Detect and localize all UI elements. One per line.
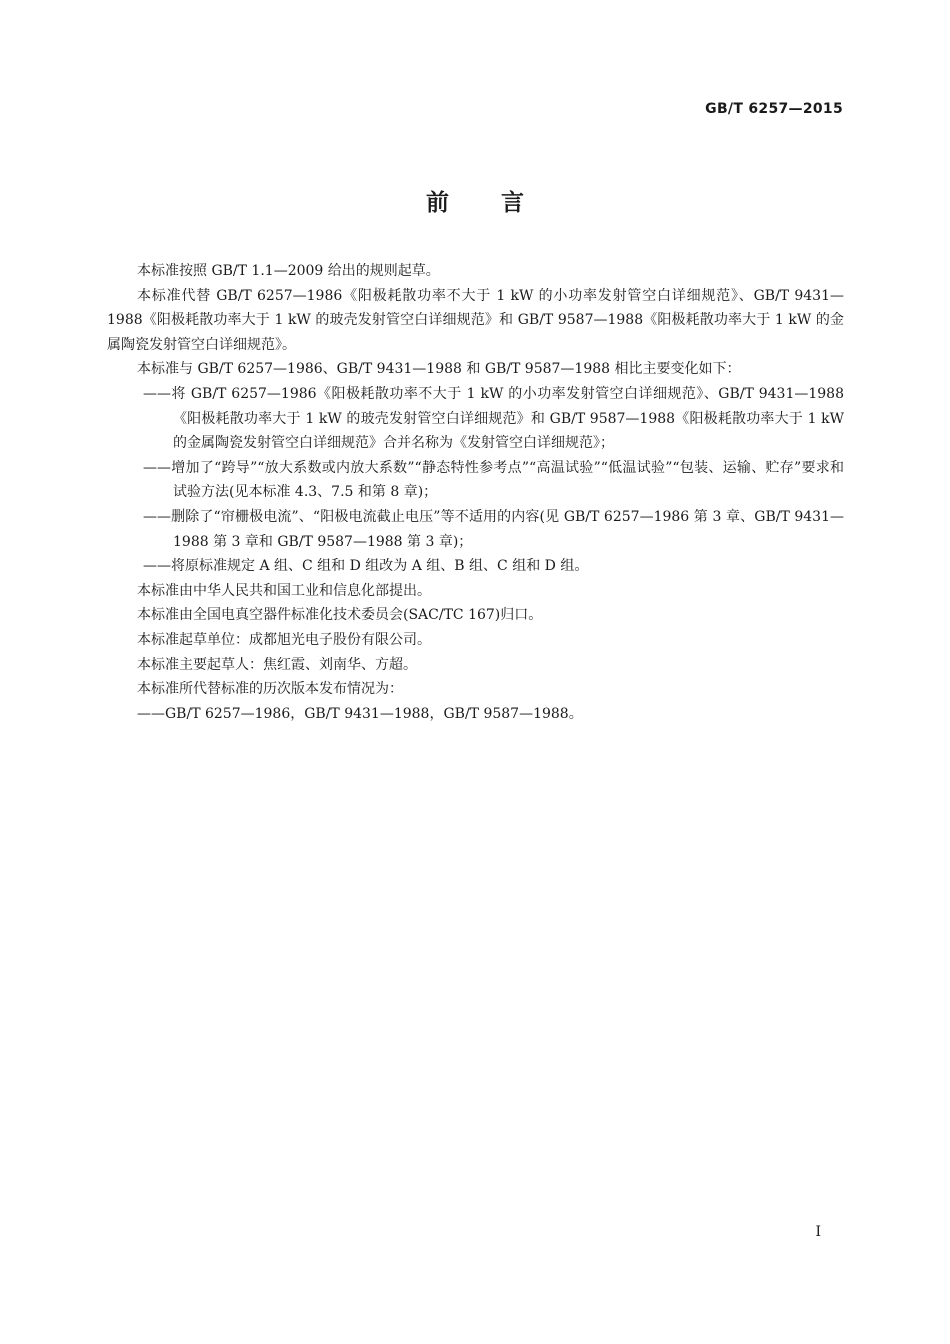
paragraph-managed-by: 本标准由全国电真空器件标准化技术委员会(SAC/TC 167)归口。 bbox=[137, 607, 543, 624]
paragraph-drafting-unit: 本标准起草单位：成都旭光电子股份有限公司。 bbox=[137, 631, 431, 648]
page-number: I bbox=[815, 1224, 821, 1240]
preface-body bbox=[107, 259, 844, 726]
paragraph-drafters: 本标准主要起草人：焦红霞、刘南华、方超。 bbox=[137, 656, 417, 673]
paragraph-replaces: 本标准代替 GB/T 6257—1986《阳极耗散功率不大于 1 kW 的小功率发射管空白详细规范》、GB/T 9431—1988《阳极耗散功率大于 1 kW 的玻壳发射管空白详细规范》和 GB/T 9587—1988《阳极耗散功率大于 1 kW 的金属陶瓷发射管空白详细规范》。 bbox=[107, 287, 844, 353]
paragraph-history-intro: 本标准所代替标准的历次版本发布情况为： bbox=[137, 681, 403, 698]
paragraph-proposed-by: 本标准由中华人民共和国工业和信息化部提出。 bbox=[137, 582, 431, 599]
paragraph-changes-intro: 本标准与 GB/T 6257—1986、GB/T 9431—1988 和 GB/T 9587—1988 相比主要变化如下： bbox=[137, 361, 741, 378]
change-item-added: ——增加了“跨导”“放大系数或内放大系数”“静态特性参考点”“高温试验”“低温试验”“包装、运输、贮存”要求和试验方法(见本标准 4.3、7.5 和第 8 章)； bbox=[143, 459, 844, 501]
change-item-merge: ——将 GB/T 6257—1986《阳极耗散功率不大于 1 kW 的小功率发射管空白详细规范》、GB/T 9431—1988《阳极耗散功率大于 1 kW 的玻壳发射管空白详细规范》和 GB/T 9587—1988《阳极耗散功率大于 1 kW 的金属陶瓷发射管空白详细规范》合并名称为《发射管空白详细规范》； bbox=[143, 385, 844, 452]
paragraph-drafting-rules: 本标准按照 GB/T 1.1—2009 给出的规则起草。 bbox=[137, 263, 440, 279]
section-title: 前言 bbox=[426, 190, 576, 216]
change-item-groups: ——将原标准规定 A 组、C 组和 D 组改为 A 组、B 组、C 组和 D 组。 bbox=[143, 558, 589, 575]
paragraph-history-list: ——GB/T 6257—1986，GB/T 9431—1988，GB/T 9587—1988。 bbox=[137, 705, 583, 722]
change-item-deleted: ——删除了“帘栅极电流”、“阳极电流截止电压”等不适用的内容(见 GB/T 6257—1986 第 3 章、GB/T 9431—1988 第 3 章和 GB/T 9587—1988 第 3 章)； bbox=[143, 508, 844, 550]
standard-number: GB/T 6257—2015 bbox=[705, 101, 843, 117]
